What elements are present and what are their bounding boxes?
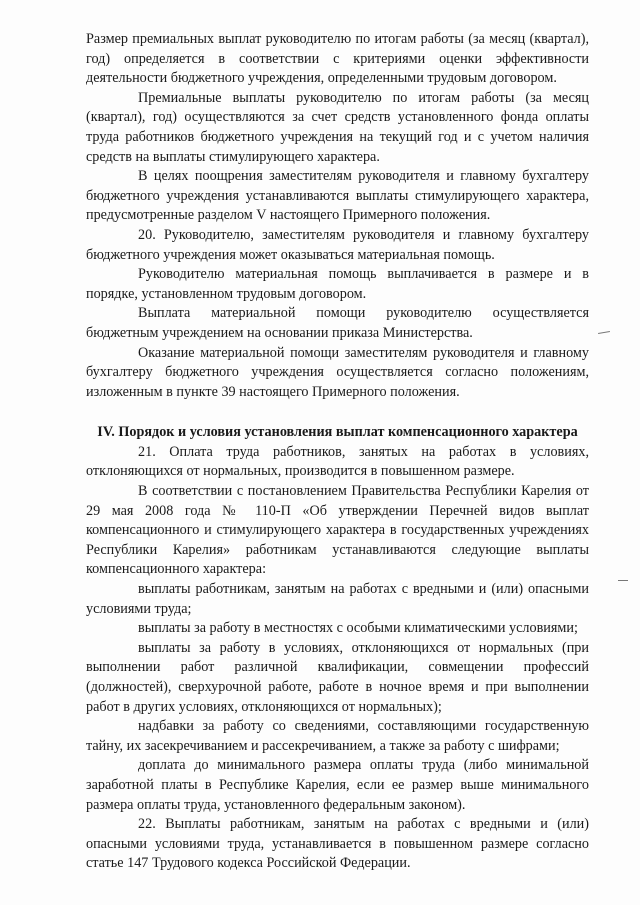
paragraph: выплаты за работу в местностях с особыми климатическими условиями; [138, 620, 578, 637]
paragraph: надбавки за работу со сведениями, составляющими государственную тайну, их засекречиванием и рассекречиванием, а также за работу с шифрами; [86, 718, 589, 754]
paragraph: 21. Оплата труда работников, занятых на работах в условиях, отклоняющихся от нормальных, производится в повышенном размере. [86, 443, 589, 480]
paragraph: Размер премиальных выплат руководителю по итогам работы (за месяц (квартал), год) определяется в соответствии с критериями оценки эффективности деятельности бюджетного учреждения, определенными трудовым договором. [86, 31, 589, 87]
paragraph: Премиальные выплаты руководителю по итогам работы (за месяц (квартал), год) осуществляются за счет средств установленного фонда оплаты труда работников бюджетного учреждения на текущий год и с учетом наличия средств на выплаты стимулирующего характера. [86, 89, 589, 165]
paragraph: Руководителю материальная помощь выплачивается в размере и в порядке, установленном трудовым договором. [86, 266, 589, 302]
paragraphs-before-heading [86, 30, 589, 402]
paragraph: В соответствии с постановлением Правительства Республики Карелия от 29 мая 2008 года № 110-П «Об утверждении Перечней видов выплат компенсационного и стимулирующего характера в государственных учреждениях Республики Карелия» работникам устанавливаются следующие выплаты компенсационного характера: [86, 483, 589, 578]
scan-artifact-mark [618, 580, 628, 581]
paragraph: 20. Руководителю, заместителям руководителя и главному бухгалтеру бюджетного учреждения может оказываться материальная помощь. [86, 226, 589, 263]
paragraph: Оказание материальной помощи заместителям руководителя и главному бухгалтеру бюджетного учреждения осуществляется согласно положениям, изложенным в пункте 39 настоящего Примерного положения. [86, 344, 589, 400]
paragraphs-after-heading [86, 443, 589, 874]
paragraph: В целях поощрения заместителям руководителя и главному бухгалтеру бюджетного учреждения устанавливаются выплаты стимулирующего характера, предусмотренные разделом V настоящего Примерного положения. [86, 168, 589, 224]
section-heading: IV. Порядок и условия установления выплат компенсационного характера [97, 424, 578, 441]
document-body [86, 30, 589, 874]
scan-artifact-mark [598, 331, 610, 334]
paragraph: Выплата материальной помощи руководителю осуществляется бюджетным учреждением на основании приказа Министерства. [86, 305, 589, 341]
paragraph: доплата до минимального размера оплаты труда (либо минимальной заработной платы в Республике Карелия, если ее размер выше минимального размера оплаты труда, установленного федеральным законом). [86, 757, 589, 813]
paragraph: выплаты за работу в условиях, отклоняющихся от нормальных (при выполнении работ различной квалификации, совмещении профессий (должностей), сверхурочной работе, работе в ночное время и при выполнении работ в других условиях, отклоняющихся от нормальных); [86, 639, 589, 715]
paragraph: выплаты работникам, занятым на работах с вредными и (или) опасными условиями труда; [86, 581, 589, 617]
paragraph: 22. Выплаты работникам, занятым на работах с вредными и (или) опасными условиями труда, устанавливается в повышенном размере согласно статье 147 Трудового кодекса Российской Федерации. [86, 816, 589, 872]
